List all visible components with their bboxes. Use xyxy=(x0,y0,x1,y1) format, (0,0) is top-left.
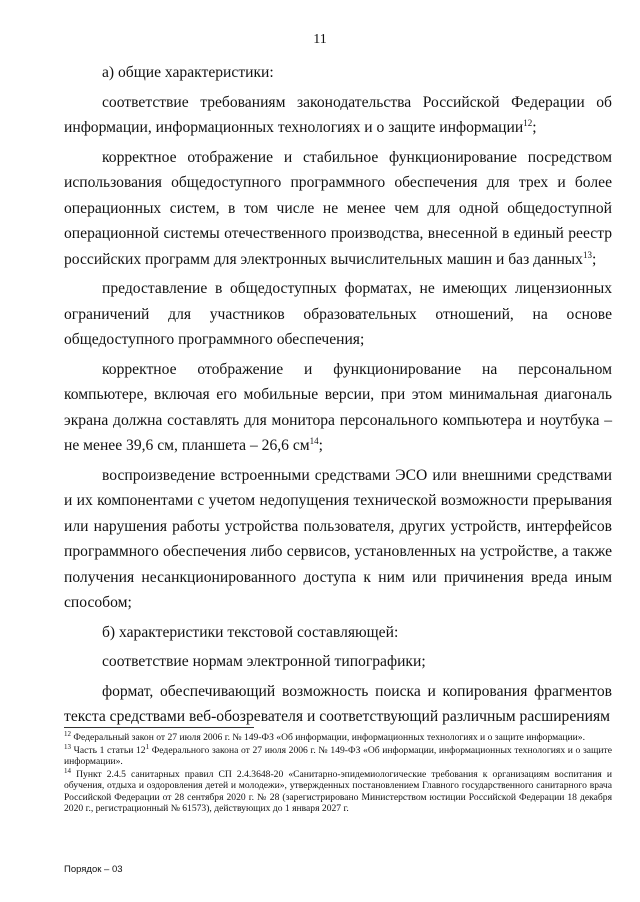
footnote-13: $^{13}$ Часть 1 статьи $12^1$ Федерального закона от 27 июля 2006 г. № 149-ФЗ «Об информации, информационных технологиях и о защите информации». xyxy=(64,742,612,767)
footnote-ref: 14 xyxy=(309,435,319,446)
paragraph-operating-systems: корректное отображение и стабильное функционирование посредством использования общедоступного программного обеспечения для трех и более операционных систем, в том числе не менее чем для одной общедоступной операционной системы отечественного производства, внесенной в единый реестр российских программ для электронных вычислительных машин и баз данных$^{13}$; xyxy=(64,148,612,268)
paragraph-formats: предоставление в общедоступных форматах, не имеющих лицензионных ограничений для участников образовательных отношений, на основе общедоступного программного обеспечения; xyxy=(64,280,612,348)
footnotes xyxy=(64,729,612,816)
footnote-ref: 12 xyxy=(523,117,533,128)
paragraph-typography: соответствие нормам электронной типографики; xyxy=(102,653,426,670)
footnote-14: $^{14}$ Пункт 2.4.5 санитарных правил СП 2.4.3648-20 «Санитарно-эпидемиологические требования к организациям воспитания и обучения, отдыха и оздоровления детей и молодежи», утвержденных постановлением Главного государственного санитарного врача Российской Федерации от 28 сентября 2020 г. № 28 (зарегистрировано Министерством юстиции Российской Федерации 18 декабря 2020 г., регистрационный № 61573), действующих до 1 января 2027 г. xyxy=(64,766,612,814)
paragraph-legislation: соответствие требованиям законодательства Российской Федерации об информации, информационных технологиях и о защите информации$^{12}$; xyxy=(64,93,612,136)
paragraph-search-format: формат, обеспечивающий возможность поиска и копирования фрагментов текста средствами веб-обозревателя и соответствующий различным расширениям xyxy=(64,682,612,725)
footer-label: Порядок – 03 xyxy=(64,864,123,875)
paragraph-playback: воспроизведение встроенными средствами ЭСО или внешними средствами и их компонентами с учетом недопущения технической возможности прерывания или нарушения работы устройства пользователя, других устройств, интерфейсов программного обеспечения либо сервисов, установленных на устройстве, а также получения несанкционированного доступа к ним или причинения вреда иным способом; xyxy=(64,466,612,611)
footnote-12: $^{12}$ Федеральный закон от 27 июля 2006 г. № 149-ФЗ «Об информации, информационных технологиях и о защите информации». xyxy=(64,729,585,743)
footnote-ref: 13 xyxy=(582,249,592,260)
footnote-divider xyxy=(64,727,254,728)
paragraph-display: корректное отображение и функционирование на персональном компьютере, включая его мобильные версии, при этом минимальная диагональ экрана должна составлять для монитора персонального компьютера и ноутбука – не менее 39,6 см, планшета – 26,6 $см^{14}$; xyxy=(64,360,612,454)
page-number: 11 xyxy=(313,32,327,47)
document-body xyxy=(64,60,612,734)
paragraph-text-heading: б) характеристики текстовой составляющей: xyxy=(102,623,399,641)
paragraph-general-heading: а) общие характеристики: xyxy=(102,64,274,81)
